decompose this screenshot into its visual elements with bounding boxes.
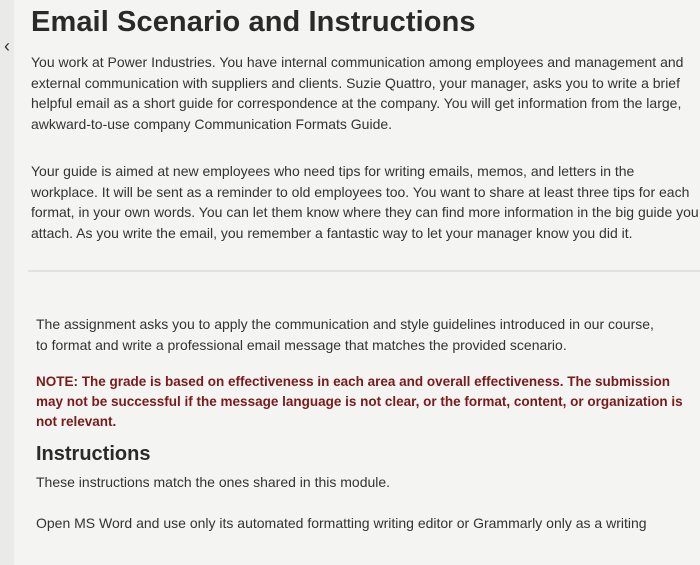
assignment-text: The assignment asks you to apply the communication and style guidelines introduced in our course, to format and write a professional email message that matches the provided scenario.: [36, 316, 654, 353]
chevron-left-icon[interactable]: ‹: [4, 36, 10, 56]
instructions-intro: These instructions match the ones shared in this module.: [36, 474, 391, 490]
instructions-heading: Instructions: [36, 443, 151, 465]
page-title: Email Scenario and Instructions: [31, 6, 476, 38]
scenario-paragraph-2: Your guide is aimed at new employees who need tips for writing emails, memos, and letters in the workplace. It will be sent as a reminder to old employees too. You want to share at least three tips for each format, in your own words. You can let them know where they can find more information in the big guide you attach. As you write the email, you remember a fantastic way to let your manager know you did it.: [31, 163, 699, 241]
scenario-paragraph-1: You work at Power Industries. You have internal communication among employees and management and external communication with suppliers and clients. Suzie Quattro, your manager, asks you to write a brief helpful email as a short guide for correspondence at the company. You will get information from the large, awkward-to-use company Communication Formats Guide.: [31, 54, 684, 132]
grading-note: NOTE: The grade is based on effectiveness in each area and overall effectiveness. The submission may not be successful if the message language is not clear, or the format, content, or organization is not relevant.: [36, 374, 683, 429]
instructions-step: Open MS Word and use only its automated formatting writing editor or Grammarly only as a writing: [36, 515, 647, 531]
section-divider: [28, 270, 700, 272]
